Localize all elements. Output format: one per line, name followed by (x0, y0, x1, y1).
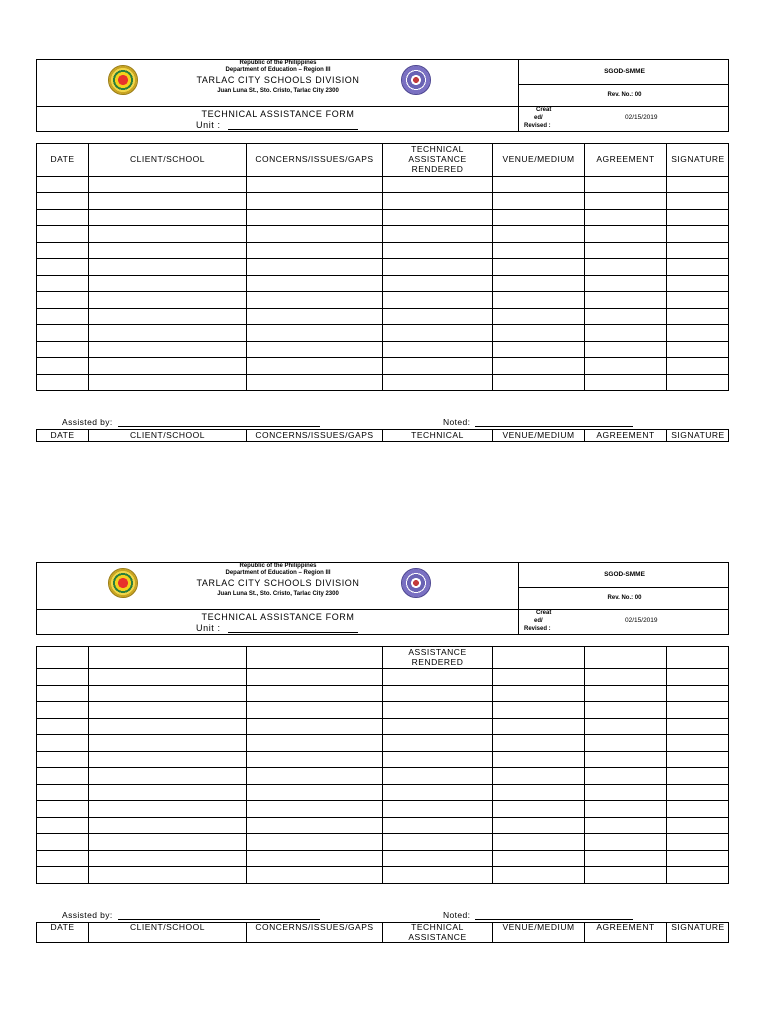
table-row[interactable] (36, 341, 729, 342)
address-text: Juan Luna St., Sto. Cristo, Tarlac City 2300 (217, 88, 339, 94)
noted-field-2[interactable] (475, 919, 633, 920)
unit-label: Unit : (196, 120, 221, 130)
table-row[interactable] (36, 209, 729, 210)
table-column-divider (584, 429, 585, 442)
table-column-divider (492, 429, 493, 442)
col-date: DATE (50, 154, 75, 164)
rep-col-agreement: AGREEMENT (596, 430, 655, 440)
rep2-col-ta-1: TECHNICAL (411, 922, 464, 932)
assisted-by-label-2: Assisted by: (62, 910, 113, 920)
created-label-2: ed/ (534, 115, 543, 121)
table-column-divider (246, 143, 247, 390)
col-agreement: AGREEMENT (596, 154, 655, 164)
rep-col-signature: SIGNATURE (671, 430, 725, 440)
rep-col-venue: VENUE/MEDIUM (502, 430, 575, 440)
col-client: CLIENT/SCHOOL (130, 154, 205, 164)
doc-code-2: SGOD-SMME (604, 571, 645, 578)
table-column-divider (584, 143, 585, 390)
revised-label-2: Revised : (524, 626, 551, 632)
table-row[interactable] (36, 242, 729, 243)
table-row[interactable] (36, 374, 729, 375)
table-column-divider (492, 143, 493, 390)
col-ta-2: ASSISTANCE (408, 154, 467, 164)
created-date: 02/15/2019 (625, 114, 658, 121)
republic-text-2: Republic of the Philippines (239, 563, 317, 569)
table-column-divider (88, 646, 89, 883)
table-row[interactable] (36, 291, 729, 292)
created-label-2-p2: ed/ (534, 618, 543, 624)
table-column-divider (666, 922, 667, 943)
table-column-divider (88, 143, 89, 390)
table-row[interactable] (36, 800, 729, 801)
table-column-divider (584, 922, 585, 943)
table-row[interactable] (36, 701, 729, 702)
rep-col-date: DATE (50, 430, 75, 440)
assisted-by-field[interactable] (118, 426, 320, 427)
table-row[interactable] (36, 866, 729, 867)
rep2-col-venue: VENUE/MEDIUM (502, 922, 575, 932)
deped-seal-icon (401, 568, 431, 598)
table-column-divider (382, 922, 383, 943)
republic-text: Republic of the Philippines (239, 60, 317, 66)
noted-field[interactable] (475, 426, 633, 427)
assisted-by-label: Assisted by: (62, 417, 113, 427)
unit-field-2[interactable] (228, 632, 358, 633)
table-column-divider (584, 646, 585, 883)
table-column-divider (666, 143, 667, 390)
noted-label: Noted: (443, 417, 471, 427)
rep2-col-ta-2: ASSISTANCE (408, 932, 467, 942)
rep-col-concerns: CONCERNS/ISSUES/GAPS (255, 430, 374, 440)
rep-col-ta: TECHNICAL (411, 430, 464, 440)
noted-label-2: Noted: (443, 910, 471, 920)
table-row[interactable] (36, 751, 729, 752)
rep2-col-client: CLIENT/SCHOOL (130, 922, 205, 932)
address-text-2: Juan Luna St., Sto. Cristo, Tarlac City 2300 (217, 591, 339, 597)
rep2-col-concerns: CONCERNS/ISSUES/GAPS (255, 922, 374, 932)
col-signature: SIGNATURE (671, 154, 725, 164)
table-column-divider (88, 429, 89, 442)
table-row[interactable] (36, 734, 729, 735)
rep2-col-date: DATE (50, 922, 75, 932)
form-title-2: TECHNICAL ASSISTANCE FORM (201, 612, 355, 622)
table-row[interactable] (36, 176, 729, 177)
unit-label-2: Unit : (196, 623, 221, 633)
table-column-divider (382, 143, 383, 390)
col-venue: VENUE/MEDIUM (502, 154, 575, 164)
col-concerns: CONCERNS/ISSUES/GAPS (255, 154, 374, 164)
unit-field[interactable] (228, 129, 358, 130)
table-column-divider (382, 646, 383, 883)
created-date-2: 02/15/2019 (625, 617, 658, 624)
created-label: Creat (536, 107, 552, 113)
col-ta-3: RENDERED (411, 164, 464, 174)
created-label-p2: Creat (536, 610, 552, 616)
rev-no-2: Rev. No.: 00 (607, 595, 642, 601)
table-row[interactable] (36, 850, 729, 851)
doc-code: SGOD-SMME (604, 68, 645, 75)
table-column-divider (666, 429, 667, 442)
table-column-divider (246, 646, 247, 883)
table-row[interactable] (36, 784, 729, 785)
table-column-divider (492, 646, 493, 883)
table-row[interactable] (36, 685, 729, 686)
table-row[interactable] (36, 324, 729, 325)
table-column-divider (492, 922, 493, 943)
deped-seal-icon (401, 65, 431, 95)
table-row[interactable] (36, 357, 729, 358)
table-row[interactable] (36, 308, 729, 309)
revised-label: Revised : (524, 123, 551, 129)
col-ta-2-p2: ASSISTANCE (408, 647, 467, 657)
table-row[interactable] (36, 192, 729, 193)
form-title: TECHNICAL ASSISTANCE FORM (201, 109, 355, 119)
table-row[interactable] (36, 258, 729, 259)
table-row[interactable] (36, 668, 729, 669)
division-name-2: TARLAC CITY SCHOOLS DIVISION (196, 578, 360, 588)
table-row[interactable] (36, 817, 729, 818)
division-seal-icon (108, 568, 138, 598)
assisted-by-field-2[interactable] (118, 919, 320, 920)
table-column-divider (666, 646, 667, 883)
table-column-divider (382, 429, 383, 442)
division-name: TARLAC CITY SCHOOLS DIVISION (196, 75, 360, 85)
department-text-2: Department of Education – Region III (225, 570, 331, 576)
rep2-col-signature: SIGNATURE (671, 922, 725, 932)
rep2-col-agreement: AGREEMENT (596, 922, 655, 932)
table-row[interactable] (36, 767, 729, 768)
col-ta-1: TECHNICAL (411, 144, 464, 154)
table-row[interactable] (36, 225, 729, 226)
table-column-divider (246, 922, 247, 943)
division-seal-icon (108, 65, 138, 95)
col-ta-3-p2: RENDERED (411, 657, 464, 667)
table-row[interactable] (36, 833, 729, 834)
department-text: Department of Education – Region III (225, 67, 331, 73)
rev-no: Rev. No.: 00 (607, 92, 642, 98)
table-row[interactable] (36, 275, 729, 276)
table-column-divider (246, 429, 247, 442)
table-row[interactable] (36, 718, 729, 719)
rep-col-client: CLIENT/SCHOOL (130, 430, 205, 440)
table-column-divider (88, 922, 89, 943)
